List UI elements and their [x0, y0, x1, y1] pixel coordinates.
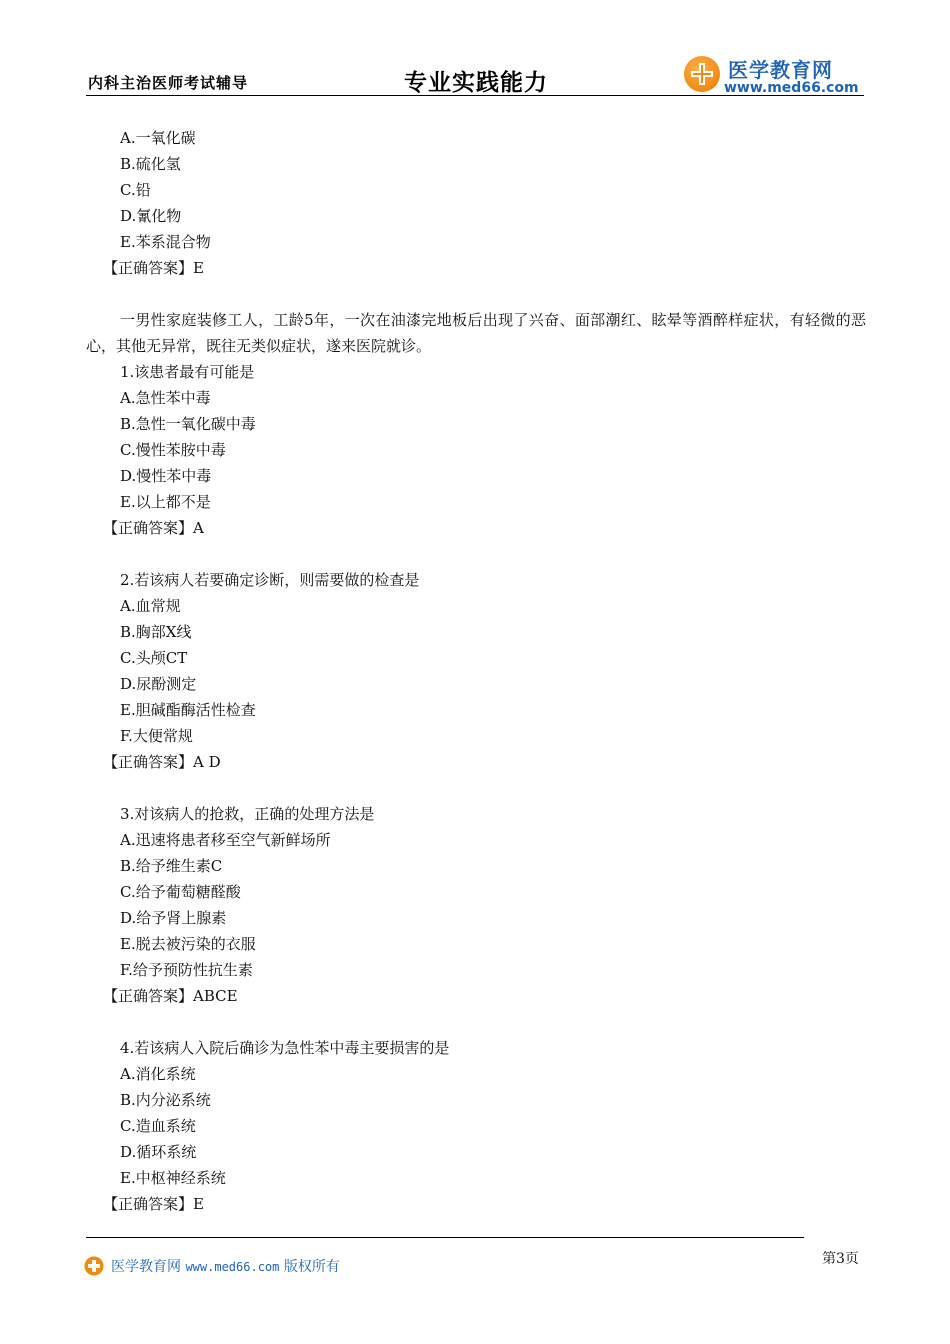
option-text: B.内分泌系统	[120, 1091, 211, 1109]
option-text: E.胆碱酯酶活性检查	[120, 701, 256, 719]
question-text: 3.对该病人的抢救，正确的处理方法是	[120, 805, 375, 823]
footer-logo-icon	[84, 1256, 104, 1276]
option-text: C.给予葡萄糖醛酸	[120, 883, 241, 901]
page-number: 第3页	[822, 1251, 859, 1267]
option-text: B.胸部X线	[120, 623, 192, 641]
option-text: A.急性苯中毒	[120, 389, 211, 407]
header-subject-title: 专业实践能力	[404, 70, 548, 96]
option-text: E.以上都不是	[120, 493, 211, 511]
correct-answer: 【正确答案】ABCE	[103, 987, 238, 1005]
footer-url[interactable]: www.med66.com	[185, 1260, 280, 1274]
option-text: A.血常规	[120, 597, 181, 615]
option-text: F.给予预防性抗生素	[120, 961, 253, 979]
footer-divider	[86, 1237, 804, 1238]
brand-logo	[684, 54, 864, 96]
option-text: C.铅	[120, 181, 151, 199]
question-text: 1.该患者最有可能是	[120, 363, 255, 381]
option-text: D.尿酚测定	[120, 675, 197, 693]
option-text: B.给予维生素C	[120, 857, 223, 875]
option-text: D.给予肾上腺素	[120, 909, 227, 927]
correct-answer: 【正确答案】A D	[103, 753, 221, 771]
case-description: 一男性家庭装修工人，工龄5年，一次在油漆完地板后出现了兴奋、面部潮红、眩晕等酒醉样症状，有轻微的恶心，其他无异常，既往无类似症状，遂来医院就诊。	[86, 311, 866, 355]
option-text: C.造血系统	[120, 1117, 196, 1135]
question-text: 2.若该病人若要确定诊断，则需要做的检查是	[120, 571, 420, 589]
option-text: D.循环系统	[120, 1143, 197, 1161]
option-text: A.一氧化碳	[120, 129, 196, 147]
question-text: 4.若该病人入院后确诊为急性苯中毒主要损害的是	[120, 1039, 450, 1057]
logo-brand-name: 医学教育网	[728, 58, 833, 82]
logo-cross-icon	[684, 56, 720, 92]
correct-answer: 【正确答案】E	[103, 259, 204, 277]
footer-copyright	[111, 1256, 340, 1276]
option-text: C.慢性苯胺中毒	[120, 441, 226, 459]
logo-url: www.med66.com	[724, 80, 859, 96]
header-course-title: 内科主治医师考试辅导	[88, 74, 249, 92]
option-text: E.脱去被污染的衣服	[120, 935, 256, 953]
option-text: E.中枢神经系统	[120, 1169, 226, 1187]
header-divider	[86, 95, 864, 96]
option-text: B.急性一氧化碳中毒	[120, 415, 256, 433]
option-text: A.迅速将患者移至空气新鲜场所	[120, 831, 331, 849]
correct-answer: 【正确答案】A	[103, 519, 204, 537]
option-text: C.头颅CT	[120, 649, 188, 667]
footer-rights: 版权所有	[283, 1259, 340, 1275]
option-text: D.氰化物	[120, 207, 182, 225]
footer-brand: 医学教育网	[111, 1259, 181, 1275]
option-text: F.大便常规	[120, 727, 193, 745]
option-text: A.消化系统	[120, 1065, 196, 1083]
correct-answer: 【正确答案】E	[103, 1195, 204, 1213]
option-text: E.苯系混合物	[120, 233, 211, 251]
option-text: D.慢性苯中毒	[120, 467, 212, 485]
option-text: B.硫化氢	[120, 155, 181, 173]
